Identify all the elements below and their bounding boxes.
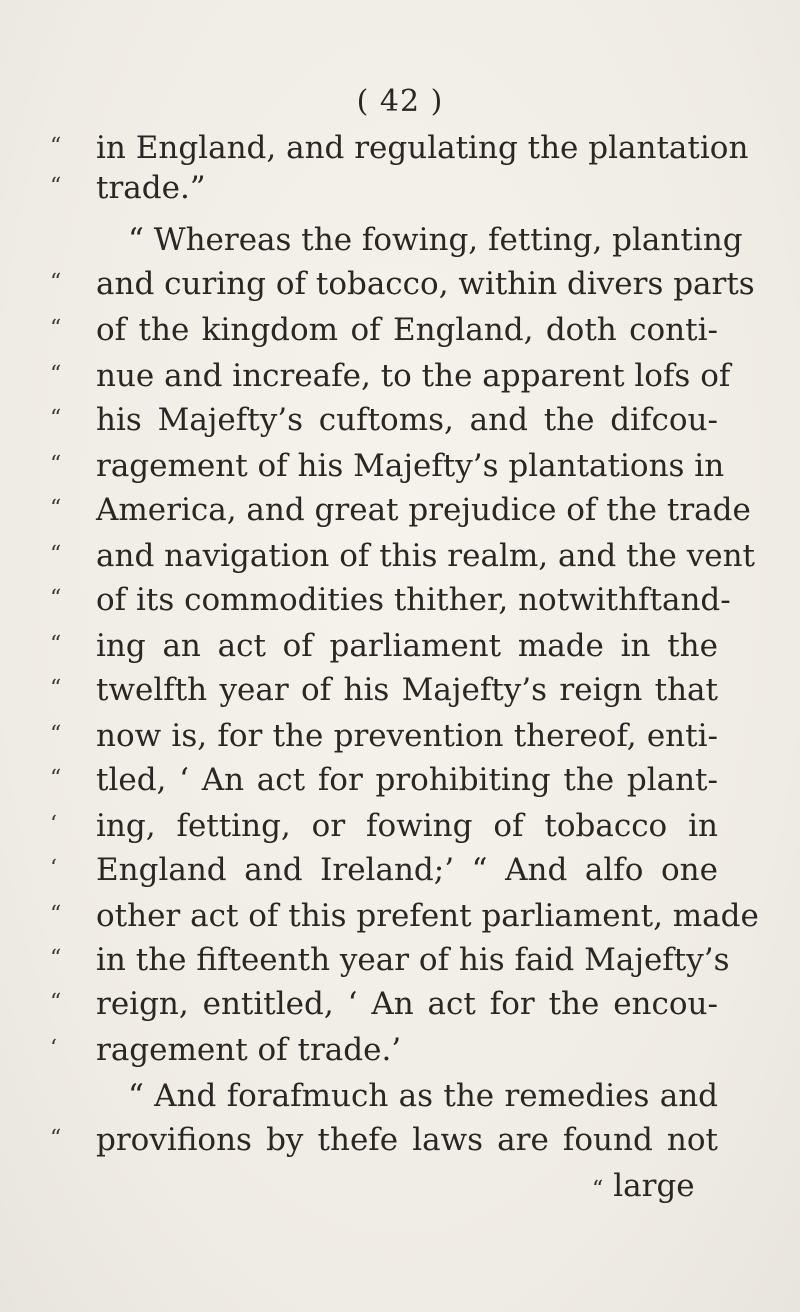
line-text: of the kingdom of England, doth conti-: [96, 312, 718, 348]
catchword-text: large: [613, 1168, 695, 1204]
quote-mark: “: [50, 632, 62, 657]
line-text: ragement of trade.’: [96, 1032, 402, 1068]
line-text: “ Whereas the fowing, fetting, planting: [128, 222, 743, 258]
text-line: [0, 1030, 800, 1078]
line-text: in the fifteenth year of his faid Majefty’s: [96, 942, 730, 978]
quote-mark: “: [50, 766, 62, 791]
line-text: reign, entitled, ‘ An act for the encou-: [96, 986, 718, 1022]
text-line: [0, 896, 800, 944]
quote-mark: “: [50, 362, 62, 387]
text-line: [0, 806, 800, 854]
quote-mark: ‘: [50, 856, 57, 881]
line-text: provifions by thefe laws are found not: [96, 1122, 718, 1158]
text-line: [0, 168, 800, 216]
quote-mark: “: [50, 1126, 62, 1151]
quote-mark: “: [50, 946, 62, 971]
line-text: ing, fetting, or fowing of tobacco in: [96, 808, 718, 844]
line-text: tled, ‘ An act for prohibiting the plant-: [96, 762, 718, 798]
line-text: in England, and regulating the plantation: [96, 130, 749, 166]
quote-mark: “: [50, 586, 62, 611]
text-line: [0, 670, 800, 718]
line-text: now is, for the prevention thereof, enti-: [96, 718, 718, 754]
quote-mark: “: [50, 406, 62, 431]
quote-mark: “: [50, 722, 62, 747]
text-line: [0, 760, 800, 808]
quote-mark: “: [592, 1177, 604, 1202]
line-text: other act of this prefent parliament, made: [96, 898, 759, 934]
quote-mark: “: [50, 134, 62, 159]
line-text: England and Ireland;’ “ And alfo one: [96, 852, 718, 888]
quote-mark: “: [50, 174, 62, 199]
text-line: [0, 1120, 800, 1168]
text-line: [0, 580, 800, 628]
line-text: and navigation of this realm, and the vent: [96, 538, 756, 574]
line-text: nue and increafe, to the apparent lofs of: [96, 358, 731, 394]
text-line: [0, 984, 800, 1032]
text-line: [0, 626, 800, 674]
line-text: “ And forafmuch as the remedies and: [128, 1078, 718, 1114]
quote-mark: “: [50, 496, 62, 521]
line-text: twelfth year of his Majefty’s reign that: [96, 672, 718, 708]
line-text: ing an act of parliament made in the: [96, 628, 718, 664]
text-line: [0, 850, 800, 898]
quote-mark: “: [50, 902, 62, 927]
line-text: trade.”: [96, 170, 206, 206]
text-line: [0, 356, 800, 404]
quote-mark: “: [50, 316, 62, 341]
text-line: [0, 1076, 800, 1124]
text-line: [0, 536, 800, 584]
text-line: [0, 220, 800, 268]
line-text: of its commodities thither, notwithftand-: [96, 582, 731, 618]
page-number: ( 42 ): [356, 84, 444, 119]
text-line: [0, 446, 800, 494]
line-text: America, and great prejudice of the trade: [96, 492, 751, 528]
text-line: [0, 716, 800, 764]
text-line: [0, 940, 800, 988]
quote-mark: “: [50, 542, 62, 567]
text-line: [0, 400, 800, 448]
line-text: ragement of his Majefty’s plantations in: [96, 448, 725, 484]
text-line: [0, 310, 800, 358]
quote-mark: “: [50, 270, 62, 295]
line-text: his Majefty’s cuftoms, and the difcou-: [96, 402, 718, 438]
quote-mark: “: [50, 676, 62, 701]
quote-mark: “: [50, 452, 62, 477]
quote-mark: ‘: [50, 812, 57, 837]
catchword: [592, 1166, 695, 1210]
line-text: and curing of tobacco, within divers parts: [96, 266, 755, 302]
text-line: [0, 264, 800, 312]
catchword-line: [0, 1166, 800, 1214]
quote-mark: “: [50, 990, 62, 1015]
quote-mark: ‘: [50, 1036, 57, 1061]
text-line: [0, 490, 800, 538]
